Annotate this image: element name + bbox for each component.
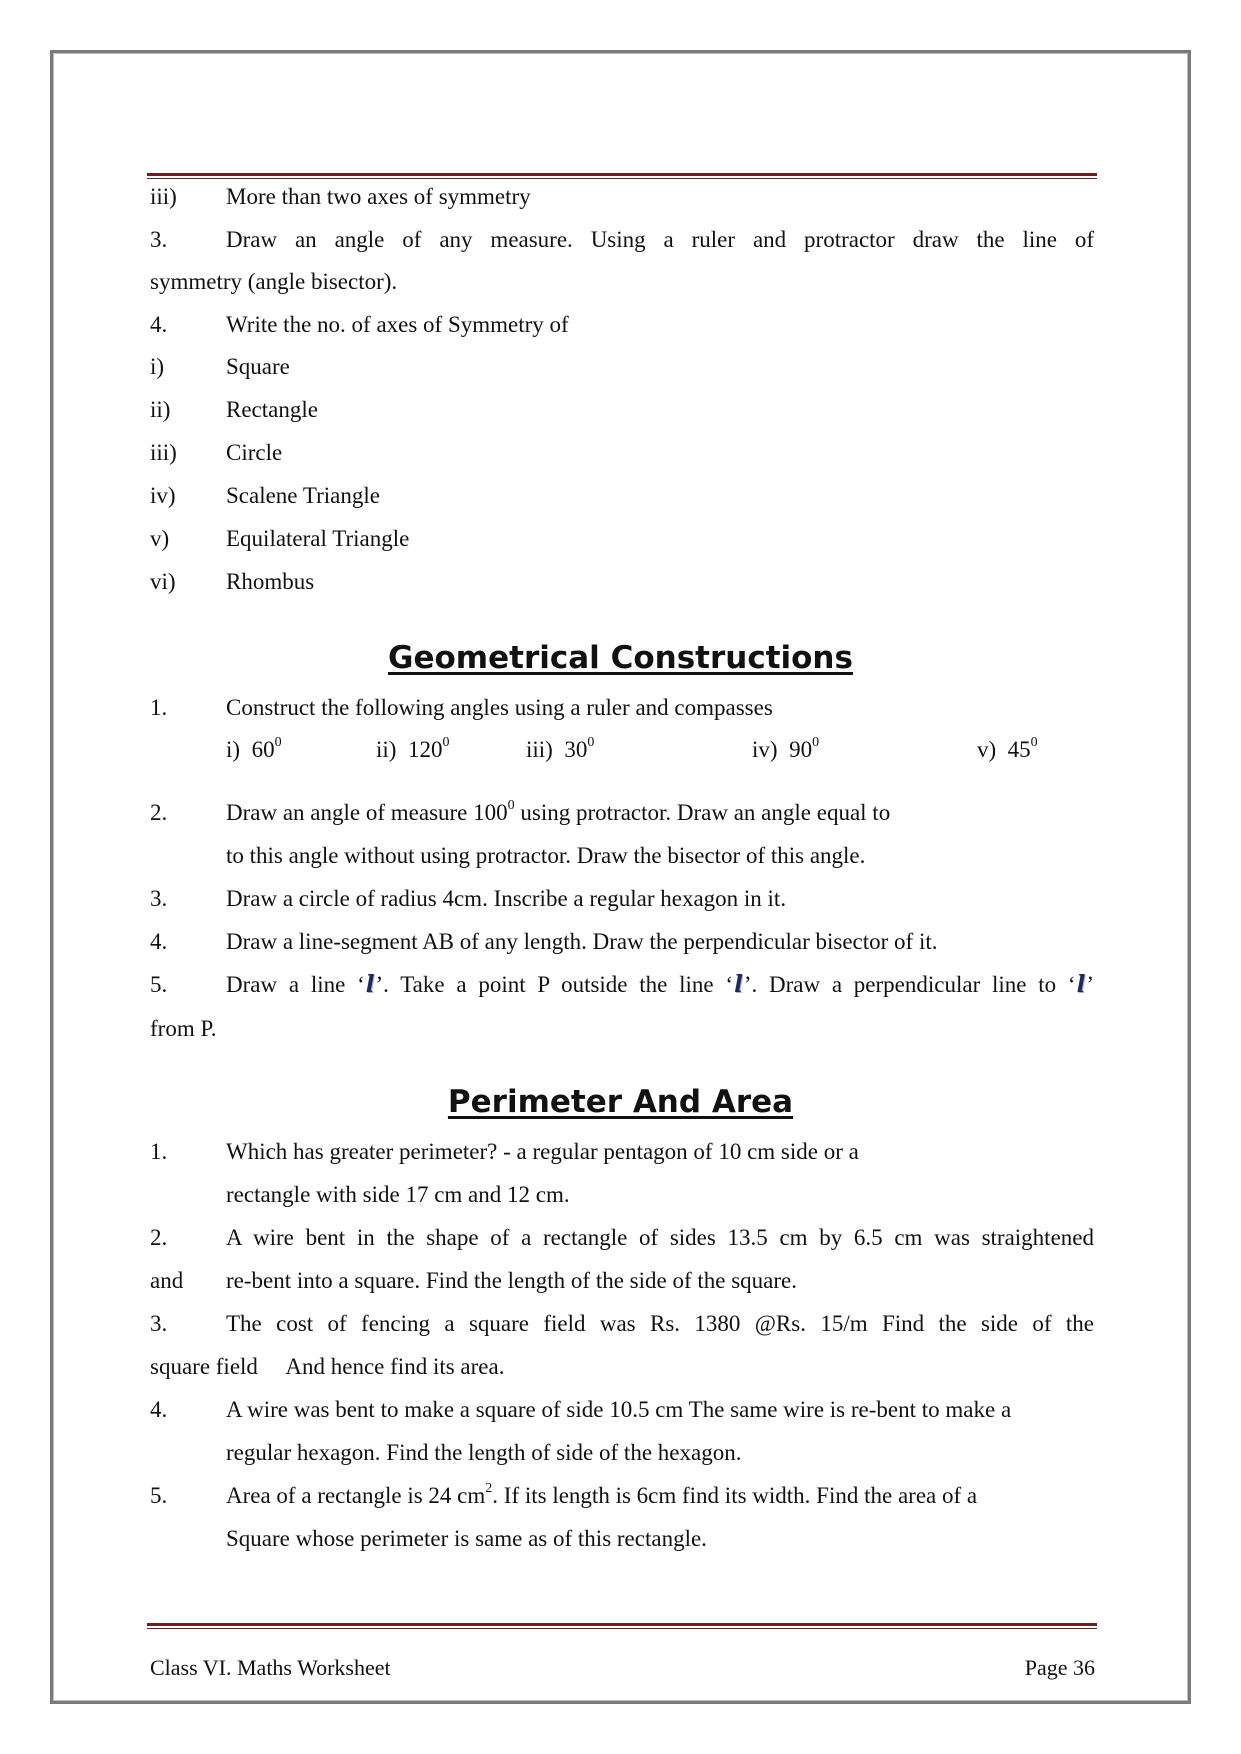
question-text-continued: rectangle with side 17 cm and 12 cm. xyxy=(226,1182,570,1207)
item-text: More than two axes of symmetry xyxy=(226,184,531,209)
question-text: Construct the following angles using a ruler and compasses xyxy=(226,695,773,720)
question-number: 1. xyxy=(150,695,168,720)
shape-name: Equilateral Triangle xyxy=(226,526,410,551)
question-text: Which has greater perimeter? - a regular pentagon of 10 cm side or a xyxy=(226,1139,859,1164)
shape-name: Scalene Triangle xyxy=(226,483,380,508)
question-text-continued: square field And hence find its area. xyxy=(150,1354,505,1379)
question-number: 2. xyxy=(150,800,168,825)
footer-rule xyxy=(147,1623,1097,1629)
question-number: 3. xyxy=(150,886,168,911)
question-number: 2. xyxy=(150,1225,168,1250)
question-number: 4. xyxy=(150,929,168,954)
question-text: The cost of fencing a square field was Rs. 1380 @Rs. 15/m Find the side of the xyxy=(226,1311,1094,1336)
question-text: A wire was bent to make a square of side 10.5 cm The same wire is re-bent to make a xyxy=(226,1397,1012,1422)
question-text: Area of a rectangle is 24 $cm^2$. If its length is 6cm find its width. Find the area of a xyxy=(226,1481,978,1508)
header-rule xyxy=(147,173,1097,179)
page-number: Page 36 xyxy=(1024,1655,1095,1680)
question-text-continued: and xyxy=(150,1268,184,1293)
question-text-continued: symmetry (angle bisector). xyxy=(150,269,398,294)
footer-title: Class VI. Maths Worksheet xyxy=(150,1655,391,1680)
question-text-continued: to this angle without using protractor. Draw the bisector of this angle. xyxy=(226,843,866,868)
question-text: Draw an angle of any measure. Using a ruler and protractor draw the line of xyxy=(226,227,1094,252)
shape-number: iii) xyxy=(150,440,177,465)
question-number: 5. xyxy=(150,1483,168,1508)
section-heading-perimeter: Perimeter And Area xyxy=(447,1084,794,1120)
shape-number: ii) xyxy=(150,397,171,422)
question-number: 4. xyxy=(150,312,168,337)
question-text-continued: re-bent into a square. Find the length of the side of the square. xyxy=(226,1268,798,1293)
question-text: Draw an angle of measure $100^0$ using protractor. Draw an angle equal to xyxy=(226,798,891,825)
angle-option: iv) $90^0$ xyxy=(752,735,820,762)
line-l-symbol: l xyxy=(365,971,375,998)
shape-number: iv) xyxy=(150,483,176,508)
question-number: 4. xyxy=(150,1397,168,1422)
shape-name: Rectangle xyxy=(226,397,318,422)
line-l-symbol: l xyxy=(1076,971,1086,998)
item-number: iii) xyxy=(150,184,177,209)
question-text: Write the no. of axes of Symmetry of xyxy=(226,312,569,337)
shape-name: Rhombus xyxy=(226,569,315,594)
question-text: Draw a line-segment AB of any length. Draw the perpendicular bisector of it. xyxy=(226,929,938,954)
question-text-continued: Square whose perimeter is same as of this rectangle. xyxy=(226,1526,707,1551)
question-number: 3. xyxy=(150,227,168,252)
question-text: Draw a line ‘l’. Take a point P outside the line ‘l’. Draw a perpendicular line to ‘l’ xyxy=(226,971,1094,998)
angle-option: iii) $30^0$ xyxy=(526,735,595,762)
angle-option: v) $45^0$ xyxy=(977,735,1038,762)
question-text-continued: regular hexagon. Find the length of side of the hexagon. xyxy=(226,1440,742,1465)
question-number: 3. xyxy=(150,1311,168,1336)
question-text: Draw a circle of radius 4cm. Inscribe a regular hexagon in it. xyxy=(226,886,787,911)
line-l-symbol: l xyxy=(734,971,743,998)
angle-option: ii) $120^0$ xyxy=(376,735,450,762)
shape-number: v) xyxy=(150,526,170,551)
section-heading-constructions: Geometrical Constructions xyxy=(388,640,853,676)
question-number: 5. xyxy=(150,972,168,997)
question-text: A wire bent in the shape of a rectangle of sides 13.5 cm by 6.5 cm was straightened xyxy=(226,1225,1094,1250)
angle-option: i) $60^0$ xyxy=(226,735,282,762)
question-number: 1. xyxy=(150,1139,168,1164)
shape-number: i) xyxy=(150,354,165,379)
question-text-continued: from P. xyxy=(150,1016,217,1041)
shape-name: Circle xyxy=(226,440,283,465)
shape-number: vi) xyxy=(150,569,176,594)
shape-name: Square xyxy=(226,354,290,379)
